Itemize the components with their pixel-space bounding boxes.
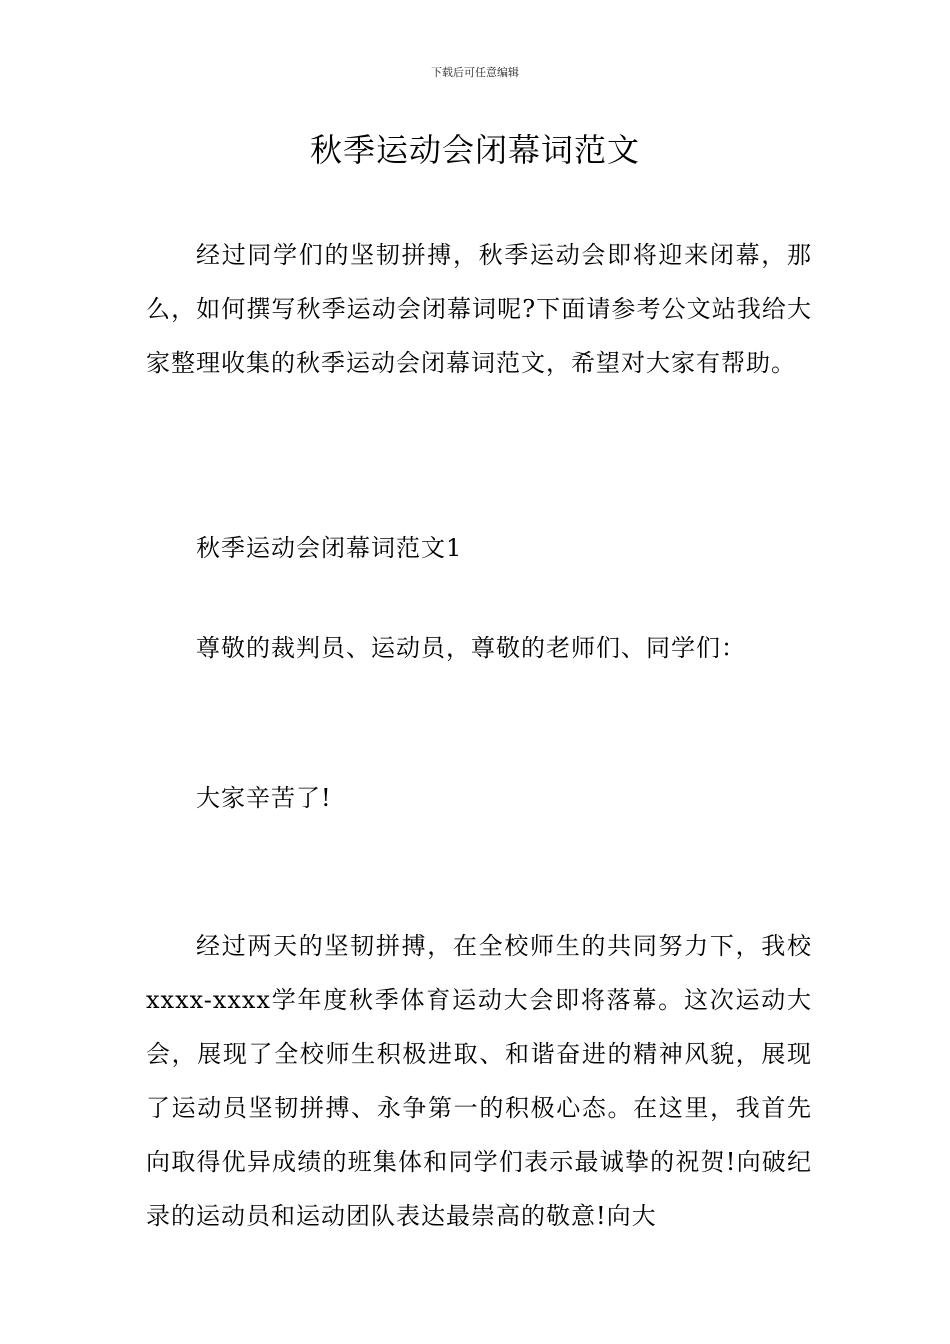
body-paragraph: 经过两天的坚韧拼搏，在全校师生的共同努力下，我校xxxx-xxxx学年度秋季体育运动大会即将落幕。这次运动大会，展现了全校师生积极进取、和谐奋进的精神风貌，展现了运动员坚韧拼搏、永争第一的积极心态。在这里，我首先向取得优异成绩的班集体和同学们表示最诚挚的祝贺!向破纪录的运动员和运动团队表达最崇高的敬意!向大	[146, 932, 812, 1230]
intro-paragraph: 经过同学们的坚韧拼搏，秋季运动会即将迎来闭幕，那么，如何撰写秋季运动会闭幕词呢?下面请参考公文站我给大家整理收集的秋季运动会闭幕词范文，希望对大家有帮助。	[146, 241, 812, 377]
download-note: 下载后可任意编辑	[431, 66, 519, 79]
salutation: 尊敬的裁判员、运动员，尊敬的老师们、同学们：	[196, 634, 746, 662]
greeting: 大家辛苦了!	[196, 784, 332, 812]
section-title: 秋季运动会闭幕词范文1	[196, 534, 463, 562]
document-title: 秋季运动会闭幕词范文	[309, 131, 640, 169]
